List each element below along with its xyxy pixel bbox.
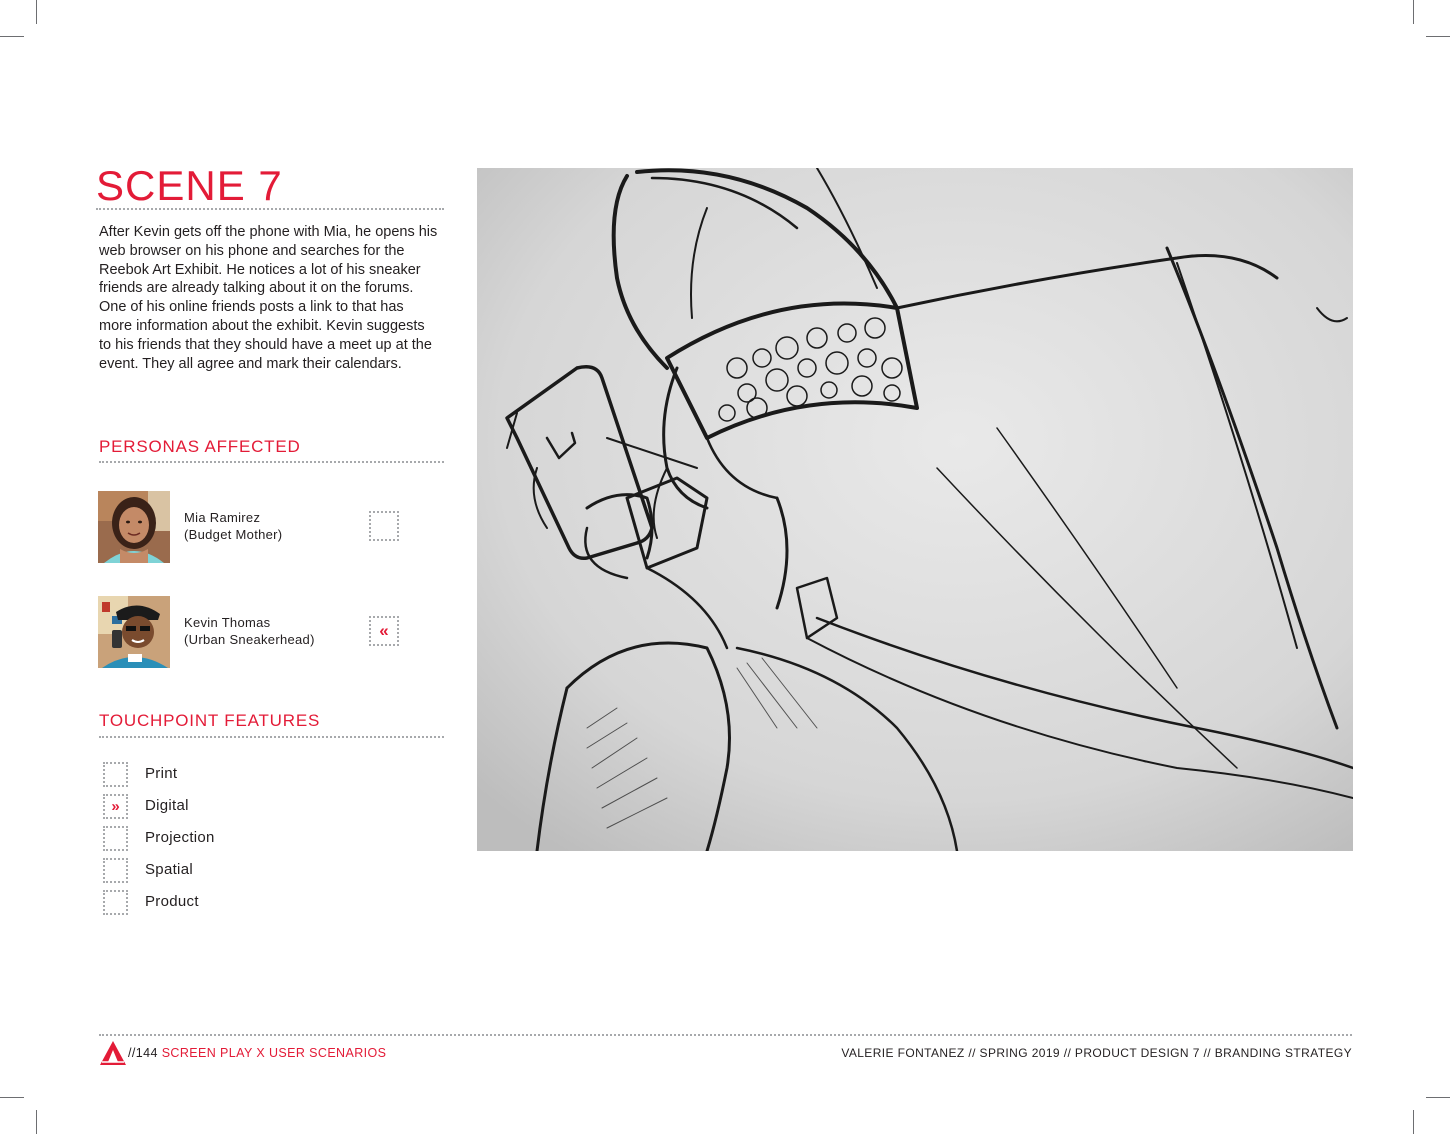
storyboard-sketch-image xyxy=(477,168,1353,851)
reebok-delta-logo-icon xyxy=(99,1040,127,1066)
persona-photo-kevin xyxy=(98,596,170,668)
crop-mark xyxy=(1426,36,1450,37)
page-number: //144 xyxy=(128,1046,158,1060)
checkbox-icon xyxy=(103,890,128,915)
touchpoints-heading: TOUCHPOINT FEATURES xyxy=(99,711,321,730)
footer-divider xyxy=(99,1034,1352,1036)
persona-name-block xyxy=(184,614,315,648)
divider xyxy=(99,736,444,738)
feature-label: Spatial xyxy=(145,861,193,878)
persona-role: (Urban Sneakerhead) xyxy=(184,632,315,647)
feature-label: Print xyxy=(145,765,178,782)
checkbox-icon xyxy=(103,826,128,851)
divider xyxy=(96,208,444,210)
crop-mark xyxy=(36,0,37,24)
footer-left xyxy=(128,1045,386,1061)
personas-heading: PERSONAS AFFECTED xyxy=(99,437,301,456)
checkbox-icon: » xyxy=(103,794,128,819)
persona-name: Mia Ramirez xyxy=(184,510,261,525)
persona-role: (Budget Mother) xyxy=(184,527,283,542)
feature-label: Digital xyxy=(145,797,189,814)
checkbox-icon xyxy=(103,858,128,883)
persona-kevin xyxy=(98,596,408,668)
persona-checkbox-mia xyxy=(369,511,399,541)
scene-description: After Kevin gets off the phone with Mia, he opens his web browser on his phone and searches for the Reebok Art Exhibit. He notices a lot of his sneaker friends are already talking about it on the forums. One of his online friends posts a link to that has more information about the exhibit. Kevin suggests to his friends that they should have a meet up at the event. They all agree and mark their calendars. xyxy=(99,224,438,372)
crop-mark xyxy=(0,1097,24,1098)
persona-checkbox-kevin: « xyxy=(369,616,399,646)
checkbox-icon xyxy=(103,762,128,787)
persona-name-block xyxy=(184,509,282,543)
feature-label: Product xyxy=(145,893,199,910)
crop-mark xyxy=(0,36,24,37)
persona-name: Kevin Thomas xyxy=(184,615,271,630)
crop-mark xyxy=(36,1110,37,1134)
footer-credit: VALERIE FONTANEZ // SPRING 2019 // PRODUCT DESIGN 7 // BRANDING STRATEGY xyxy=(841,1046,1352,1060)
divider xyxy=(99,461,444,463)
feature-label: Projection xyxy=(145,829,215,846)
crop-mark xyxy=(1413,1110,1414,1134)
scene-title: SCENE 7 xyxy=(96,162,283,209)
footer-title: SCREEN PLAY X USER SCENARIOS xyxy=(161,1046,387,1060)
persona-mia xyxy=(98,491,408,563)
crop-mark xyxy=(1413,0,1414,24)
persona-photo-mia xyxy=(98,491,170,563)
crop-mark xyxy=(1426,1097,1450,1098)
